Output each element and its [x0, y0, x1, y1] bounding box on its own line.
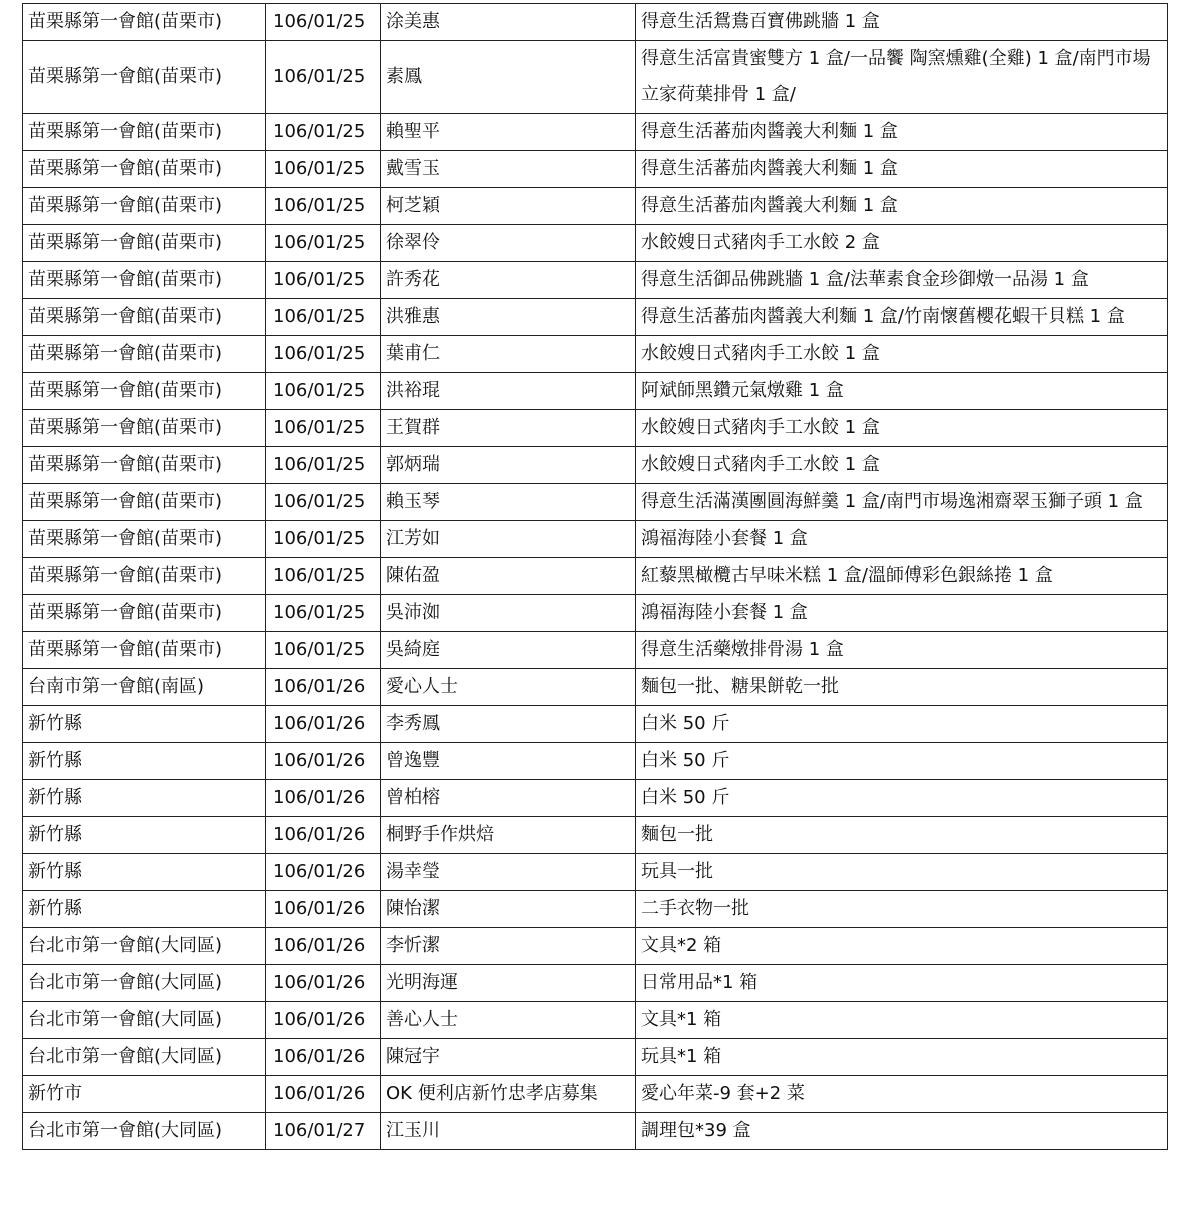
- items-cell: 得意生活鴛鴦百寶佛跳牆 1 盒: [636, 4, 1168, 41]
- date-cell: 106/01/25: [266, 410, 381, 447]
- items-cell: 麵包一批: [636, 817, 1168, 854]
- date-cell: 106/01/26: [266, 780, 381, 817]
- items-cell: 得意生活蕃茄肉醬義大利麵 1 盒/竹南懷舊櫻花蝦干貝糕 1 盒: [636, 299, 1168, 336]
- table-row: [23, 188, 1168, 225]
- items-cell: 白米 50 斤: [636, 706, 1168, 743]
- items-cell: 文具*1 箱: [636, 1002, 1168, 1039]
- table-row: [23, 4, 1168, 41]
- table-row: [23, 1113, 1168, 1150]
- venue-cell: 台北市第一會館(大同區): [23, 1002, 266, 1039]
- donor-cell: 光明海運: [381, 965, 636, 1002]
- donor-cell: 善心人士: [381, 1002, 636, 1039]
- donor-cell: 賴聖平: [381, 114, 636, 151]
- venue-cell: 台北市第一會館(大同區): [23, 1039, 266, 1076]
- table-row: [23, 1076, 1168, 1113]
- donor-cell: 李秀鳳: [381, 706, 636, 743]
- table-row: [23, 151, 1168, 188]
- table-row: [23, 1039, 1168, 1076]
- venue-cell: 苗栗縣第一會館(苗栗市): [23, 114, 266, 151]
- venue-cell: 苗栗縣第一會館(苗栗市): [23, 595, 266, 632]
- venue-cell: 苗栗縣第一會館(苗栗市): [23, 410, 266, 447]
- donor-cell: 許秀花: [381, 262, 636, 299]
- venue-cell: 苗栗縣第一會館(苗栗市): [23, 188, 266, 225]
- venue-cell: 苗栗縣第一會館(苗栗市): [23, 41, 266, 114]
- venue-cell: 苗栗縣第一會館(苗栗市): [23, 632, 266, 669]
- table-row: [23, 447, 1168, 484]
- table-row: [23, 854, 1168, 891]
- date-cell: 106/01/25: [266, 299, 381, 336]
- donor-cell: 江芳如: [381, 521, 636, 558]
- date-cell: 106/01/26: [266, 706, 381, 743]
- items-cell: 得意生活藥燉排骨湯 1 盒: [636, 632, 1168, 669]
- items-cell: 愛心年菜-9 套+2 菜: [636, 1076, 1168, 1113]
- items-cell: 水餃嫂日式豬肉手工水餃 1 盒: [636, 336, 1168, 373]
- table-row: [23, 336, 1168, 373]
- donor-cell: 賴玉琴: [381, 484, 636, 521]
- items-cell: 麵包一批、糖果餅乾一批: [636, 669, 1168, 706]
- items-cell: 得意生活富貴蜜雙方 1 盒/一品饗 陶窯燻雞(全雞) 1 盒/南門市場立家荷葉排骨 1 盒/: [636, 41, 1168, 114]
- items-cell: 白米 50 斤: [636, 780, 1168, 817]
- donor-cell: 王賀群: [381, 410, 636, 447]
- venue-cell: 新竹縣: [23, 891, 266, 928]
- donor-cell: 陳冠宇: [381, 1039, 636, 1076]
- donor-cell: 陳怡潔: [381, 891, 636, 928]
- date-cell: 106/01/25: [266, 151, 381, 188]
- venue-cell: 苗栗縣第一會館(苗栗市): [23, 262, 266, 299]
- donor-cell: 徐翠伶: [381, 225, 636, 262]
- items-cell: 水餃嫂日式豬肉手工水餃 1 盒: [636, 447, 1168, 484]
- date-cell: 106/01/26: [266, 1076, 381, 1113]
- venue-cell: 新竹市: [23, 1076, 266, 1113]
- donor-cell: 涂美惠: [381, 4, 636, 41]
- date-cell: 106/01/25: [266, 41, 381, 114]
- donor-cell: 戴雪玉: [381, 151, 636, 188]
- items-cell: 紅藜黑橄欖古早味米糕 1 盒/溫師傅彩色銀絲捲 1 盒: [636, 558, 1168, 595]
- date-cell: 106/01/25: [266, 114, 381, 151]
- date-cell: 106/01/26: [266, 965, 381, 1002]
- items-cell: 二手衣物一批: [636, 891, 1168, 928]
- date-cell: 106/01/26: [266, 1039, 381, 1076]
- table-row: [23, 817, 1168, 854]
- table-row: [23, 669, 1168, 706]
- donor-cell: 柯芝穎: [381, 188, 636, 225]
- donor-cell: 吳沛洳: [381, 595, 636, 632]
- venue-cell: 新竹縣: [23, 780, 266, 817]
- date-cell: 106/01/25: [266, 632, 381, 669]
- items-cell: 阿斌師黑鑽元氣燉雞 1 盒: [636, 373, 1168, 410]
- table-row: [23, 262, 1168, 299]
- donor-cell: 陳佑盈: [381, 558, 636, 595]
- items-cell: 鴻福海陸小套餐 1 盒: [636, 521, 1168, 558]
- donor-cell: 李忻潔: [381, 928, 636, 965]
- table-row: [23, 595, 1168, 632]
- venue-cell: 新竹縣: [23, 817, 266, 854]
- items-cell: 得意生活蕃茄肉醬義大利麵 1 盒: [636, 114, 1168, 151]
- venue-cell: 新竹縣: [23, 743, 266, 780]
- date-cell: 106/01/26: [266, 669, 381, 706]
- items-cell: 水餃嫂日式豬肉手工水餃 2 盒: [636, 225, 1168, 262]
- venue-cell: 苗栗縣第一會館(苗栗市): [23, 484, 266, 521]
- donor-cell: 曾逸豐: [381, 743, 636, 780]
- venue-cell: 新竹縣: [23, 706, 266, 743]
- table-row: [23, 780, 1168, 817]
- date-cell: 106/01/25: [266, 225, 381, 262]
- donation-table: [22, 3, 1168, 1150]
- venue-cell: 台北市第一會館(大同區): [23, 965, 266, 1002]
- items-cell: 水餃嫂日式豬肉手工水餃 1 盒: [636, 410, 1168, 447]
- donor-cell: 葉甫仁: [381, 336, 636, 373]
- date-cell: 106/01/26: [266, 1002, 381, 1039]
- venue-cell: 台南市第一會館(南區): [23, 669, 266, 706]
- date-cell: 106/01/26: [266, 854, 381, 891]
- venue-cell: 苗栗縣第一會館(苗栗市): [23, 558, 266, 595]
- venue-cell: 苗栗縣第一會館(苗栗市): [23, 225, 266, 262]
- table-row: [23, 114, 1168, 151]
- venue-cell: 苗栗縣第一會館(苗栗市): [23, 4, 266, 41]
- items-cell: 鴻福海陸小套餐 1 盒: [636, 595, 1168, 632]
- date-cell: 106/01/25: [266, 484, 381, 521]
- items-cell: 日常用品*1 箱: [636, 965, 1168, 1002]
- date-cell: 106/01/25: [266, 373, 381, 410]
- items-cell: 得意生活蕃茄肉醬義大利麵 1 盒: [636, 188, 1168, 225]
- venue-cell: 苗栗縣第一會館(苗栗市): [23, 299, 266, 336]
- table-row: [23, 891, 1168, 928]
- date-cell: 106/01/26: [266, 891, 381, 928]
- donor-cell: 湯幸瑩: [381, 854, 636, 891]
- donor-cell: 江玉川: [381, 1113, 636, 1150]
- donor-cell: 郭炳瑞: [381, 447, 636, 484]
- donor-cell: 愛心人士: [381, 669, 636, 706]
- donor-cell: 素鳳: [381, 41, 636, 114]
- donor-cell: 洪雅惠: [381, 299, 636, 336]
- table-row: [23, 632, 1168, 669]
- date-cell: 106/01/25: [266, 188, 381, 225]
- venue-cell: 苗栗縣第一會館(苗栗市): [23, 336, 266, 373]
- venue-cell: 苗栗縣第一會館(苗栗市): [23, 447, 266, 484]
- items-cell: 文具*2 箱: [636, 928, 1168, 965]
- venue-cell: 苗栗縣第一會館(苗栗市): [23, 151, 266, 188]
- table-row: [23, 928, 1168, 965]
- date-cell: 106/01/25: [266, 336, 381, 373]
- donor-cell: 洪裕琨: [381, 373, 636, 410]
- table-row: [23, 410, 1168, 447]
- table-row: [23, 965, 1168, 1002]
- donor-cell: OK 便利店新竹忠孝店募集: [381, 1076, 636, 1113]
- donor-cell: 吳綺庭: [381, 632, 636, 669]
- date-cell: 106/01/25: [266, 521, 381, 558]
- date-cell: 106/01/26: [266, 928, 381, 965]
- venue-cell: 台北市第一會館(大同區): [23, 1113, 266, 1150]
- venue-cell: 苗栗縣第一會館(苗栗市): [23, 373, 266, 410]
- date-cell: 106/01/26: [266, 817, 381, 854]
- donation-table-body: [23, 4, 1168, 1150]
- date-cell: 106/01/25: [266, 4, 381, 41]
- items-cell: 得意生活滿漢團圓海鮮羹 1 盒/南門市場逸湘齋翠玉獅子頭 1 盒: [636, 484, 1168, 521]
- date-cell: 106/01/25: [266, 262, 381, 299]
- table-row: [23, 484, 1168, 521]
- table-row: [23, 373, 1168, 410]
- table-row: [23, 706, 1168, 743]
- items-cell: 白米 50 斤: [636, 743, 1168, 780]
- venue-cell: 新竹縣: [23, 854, 266, 891]
- venue-cell: 苗栗縣第一會館(苗栗市): [23, 521, 266, 558]
- table-row: [23, 1002, 1168, 1039]
- table-row: [23, 225, 1168, 262]
- date-cell: 106/01/25: [266, 558, 381, 595]
- items-cell: 得意生活蕃茄肉醬義大利麵 1 盒: [636, 151, 1168, 188]
- date-cell: 106/01/26: [266, 743, 381, 780]
- donor-cell: 曾柏榕: [381, 780, 636, 817]
- date-cell: 106/01/25: [266, 447, 381, 484]
- items-cell: 玩具*1 箱: [636, 1039, 1168, 1076]
- items-cell: 玩具一批: [636, 854, 1168, 891]
- items-cell: 得意生活御品佛跳牆 1 盒/法華素食金珍御燉一品湯 1 盒: [636, 262, 1168, 299]
- venue-cell: 台北市第一會館(大同區): [23, 928, 266, 965]
- date-cell: 106/01/25: [266, 595, 381, 632]
- items-cell: 調理包*39 盒: [636, 1113, 1168, 1150]
- table-row: [23, 558, 1168, 595]
- table-row: [23, 299, 1168, 336]
- table-row: [23, 521, 1168, 558]
- donor-cell: 桐野手作烘焙: [381, 817, 636, 854]
- table-row: [23, 41, 1168, 114]
- date-cell: 106/01/27: [266, 1113, 381, 1150]
- table-row: [23, 743, 1168, 780]
